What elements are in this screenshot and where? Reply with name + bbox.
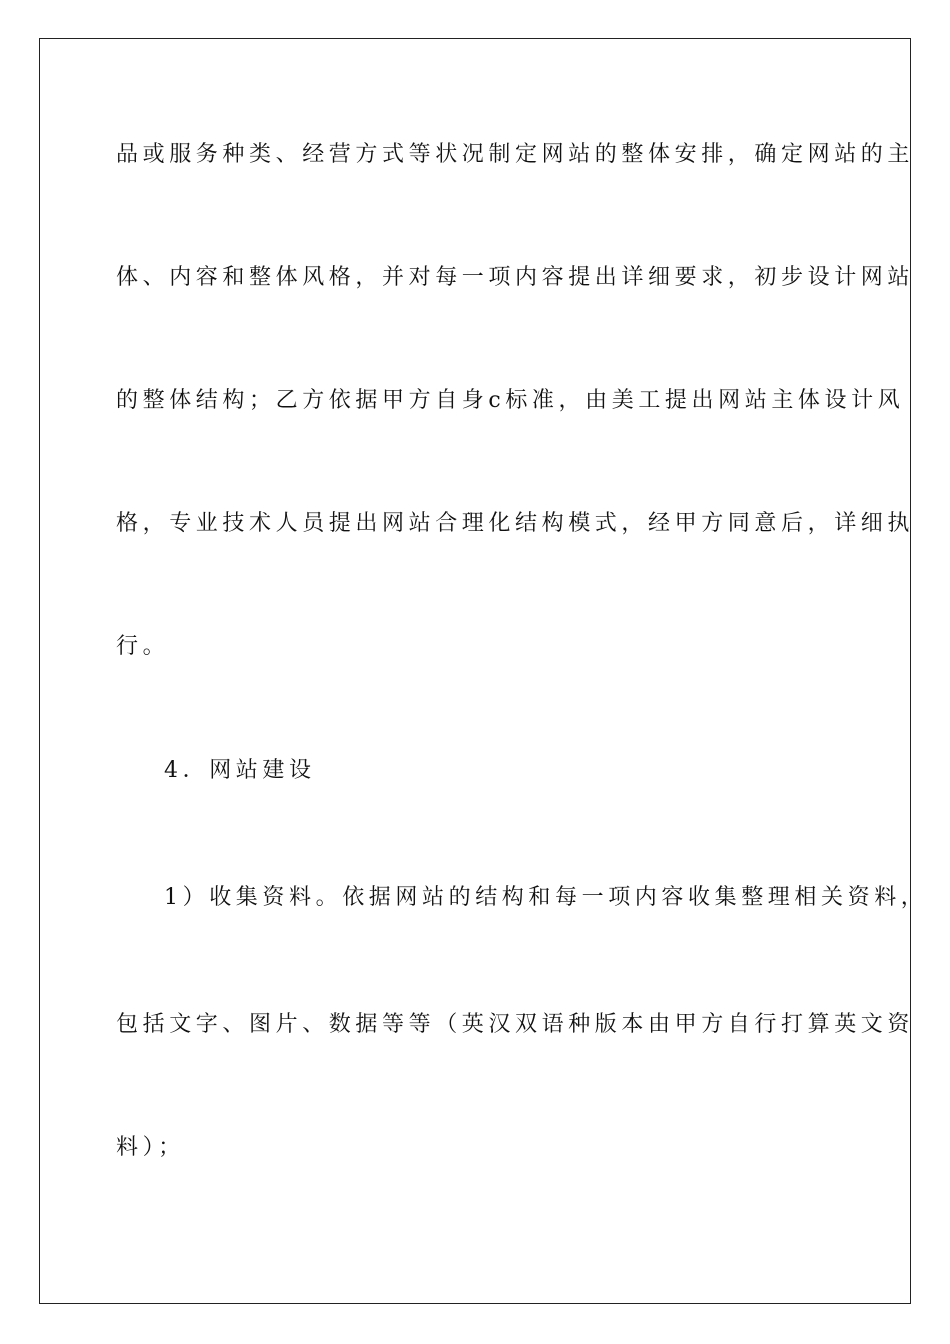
paragraph-line-4: 格，专业技术人员提出网站合理化结构模式，经甲方同意后，详细执 — [116, 511, 915, 536]
list-item-line-2: 包括文字、图片、数据等等（英汉双语种版本由甲方自行打算英文资 — [116, 1012, 915, 1037]
paragraph-line-5: 行。 — [116, 634, 170, 659]
paragraph-line-2: 体、内容和整体风格，并对每一项内容提出详细要求，初步设计网站 — [116, 265, 915, 290]
list-item-line-1: 1）收集资料。依据网站的结构和每一项内容收集整理相关资料， — [164, 885, 928, 910]
list-item-line-3: 料）； — [116, 1135, 185, 1160]
paragraph-line-3: 的整体结构；乙方依据甲方自身c标准，由美工提出网站主体设计风 — [116, 388, 905, 413]
page-border — [39, 38, 928, 1304]
section-heading: 4．网站建设 — [164, 758, 316, 783]
paragraph-line-1: 品或服务种类、经营方式等状况制定网站的整体安排，确定网站的主 — [116, 142, 915, 167]
